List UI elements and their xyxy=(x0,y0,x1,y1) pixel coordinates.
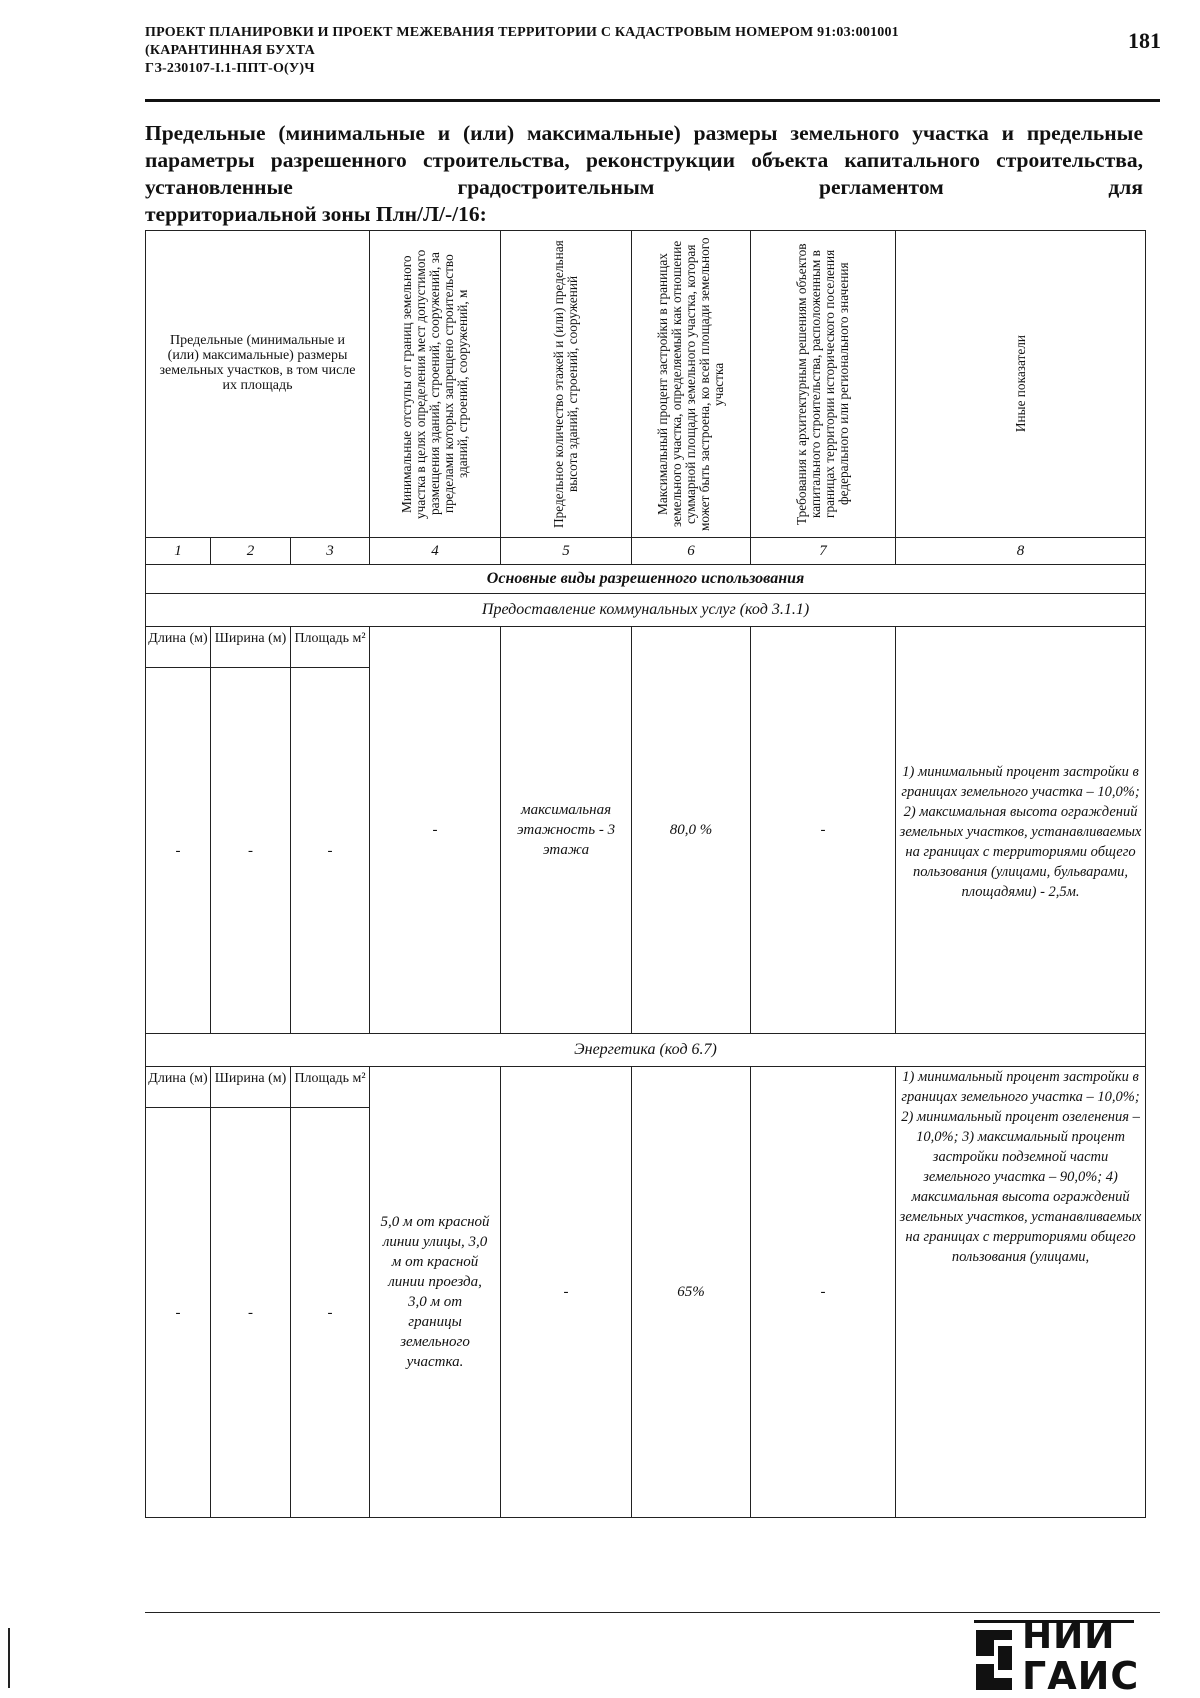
length-value: - xyxy=(146,668,211,1034)
width-label: Ширина (м) xyxy=(211,1067,291,1108)
setbacks-value: - xyxy=(370,627,501,1034)
other-indicators: 1) минимальный процент застройки в границах земельного участка – 10,0%; 2) максимальная высота ограждений земельных участков, устанавливаемых на границах с территориями общего пользования (улицами, бульварами, площадями) - 2,5м. xyxy=(896,627,1146,1034)
header-coverage xyxy=(632,231,751,538)
use-type-title: Предоставление коммунальных услуг (код 3.1.1) xyxy=(146,594,1146,627)
section-row xyxy=(146,565,1146,594)
header-line-1: ПРОЕКТ ПЛАНИРОВКИ И ПРОЕКТ МЕЖЕВАНИЯ ТЕРРИТОРИИ С КАДАСТРОВЫМ НОМЕРОМ 91:03:001001 xyxy=(145,25,899,40)
header-architecture xyxy=(751,231,896,538)
width-value: - xyxy=(211,668,291,1034)
column-number: 8 xyxy=(896,538,1146,565)
length-label: Длина (м) xyxy=(146,1067,211,1108)
title-main: Предельные (минимальные и (или) максимальные) размеры земельного участка и предельные параметры разрешенного строительства, реконструкции объекта капитального строительства, установленные градостроительным регламентом для xyxy=(145,121,1143,199)
use-type-title: Энергетика (код 6.7) xyxy=(146,1034,1146,1067)
title-last-line: территориальной зоны Плн/Л/-/16: xyxy=(145,202,487,226)
floors-value: - xyxy=(501,1067,632,1518)
floors-value: максимальная этажность - 3 этажа xyxy=(501,627,632,1034)
section-main-uses: Основные виды разрешенного использования xyxy=(146,565,1146,594)
setbacks-value: 5,0 м от красной линии улицы, 3,0 м от красной линии проезда, 3,0 м от границы земельного участка. xyxy=(370,1067,501,1518)
area-value: - xyxy=(291,1108,370,1518)
page-number: 181 xyxy=(1128,28,1161,53)
dim-label-row xyxy=(146,627,1146,668)
width-value: - xyxy=(211,1108,291,1518)
other-indicators: 1) минимальный процент застройки в границах земельного участка – 10,0%; 2) минимальный процент озеленения – 10,0%; 3) максимальный процент застройки подземной части земельного участка – 90,0%; 4) максимальная высота ограждений земельных участков, устанавливаемых на границах с территориями общего пользования (улицами, xyxy=(896,1067,1146,1518)
table-header-row xyxy=(146,231,1146,538)
column-number: 1 xyxy=(146,538,211,565)
regulation-table xyxy=(145,230,1146,1518)
logo-mark-icon xyxy=(972,1620,1016,1696)
column-number: 7 xyxy=(751,538,896,565)
column-number: 2 xyxy=(211,538,291,565)
area-value: - xyxy=(291,668,370,1034)
header-setbacks xyxy=(370,231,501,538)
header-coverage-text: Максимальный процент застройки в границах земельного участка, определяемый как отношение суммарной площади земельного участка, которая может быть застроена, ко всей площади земельного участка xyxy=(655,237,727,531)
coverage-value: 65% xyxy=(632,1067,751,1518)
column-number: 4 xyxy=(370,538,501,565)
width-label: Ширина (м) xyxy=(211,627,291,668)
header-architecture-text: Требования к архитектурным решениям объектов капитального строительства, расположенным в границах территории исторического поселения федерального или регионального значения xyxy=(794,243,852,525)
dim-label-row xyxy=(146,1067,1146,1108)
architecture-value: - xyxy=(751,1067,896,1518)
company-logo xyxy=(972,1612,1172,1696)
header-setbacks-text: Минимальные отступы от границ земельного участка в целях определения мест допустимого размещения зданий, строений, сооружений, за пределами которых запрещено строительство зданий, строений, сооружений, м xyxy=(399,249,471,519)
header-rule xyxy=(145,99,1160,102)
header-line-3: ГЗ-230107-I.1-ППТ-О(У)Ч xyxy=(145,61,315,76)
header-size-limits xyxy=(146,231,370,538)
logo-line-2: ГАИС xyxy=(1022,1654,1140,1698)
document-header xyxy=(145,24,1075,78)
section-title xyxy=(145,120,1143,228)
header-size-limits-text: Предельные (минимальные и (или) максимальные) размеры земельных участков, в том числе их площадь xyxy=(159,333,356,393)
header-other xyxy=(896,231,1146,538)
architecture-value: - xyxy=(751,627,896,1034)
use-type-row xyxy=(146,594,1146,627)
use-type-row xyxy=(146,1034,1146,1067)
length-label: Длина (м) xyxy=(146,627,211,668)
logo-line-1: НИИ xyxy=(1022,1616,1116,1657)
area-label: Площадь м² xyxy=(291,1067,370,1108)
column-number: 6 xyxy=(632,538,751,565)
header-other-text: Иные показатели xyxy=(1012,335,1028,433)
coverage-value: 80,0 % xyxy=(632,627,751,1034)
column-number-row xyxy=(146,538,1146,565)
scan-edge-mark xyxy=(8,1628,10,1688)
header-floors xyxy=(501,231,632,538)
header-line-2: (КАРАНТИННАЯ БУХТА xyxy=(145,43,315,58)
column-number: 5 xyxy=(501,538,632,565)
column-number: 3 xyxy=(291,538,370,565)
area-label: Площадь м² xyxy=(291,627,370,668)
header-floors-text: Предельное количество этажей и (или) предельная высота зданий, строений, сооружений xyxy=(551,240,581,528)
length-value: - xyxy=(146,1108,211,1518)
